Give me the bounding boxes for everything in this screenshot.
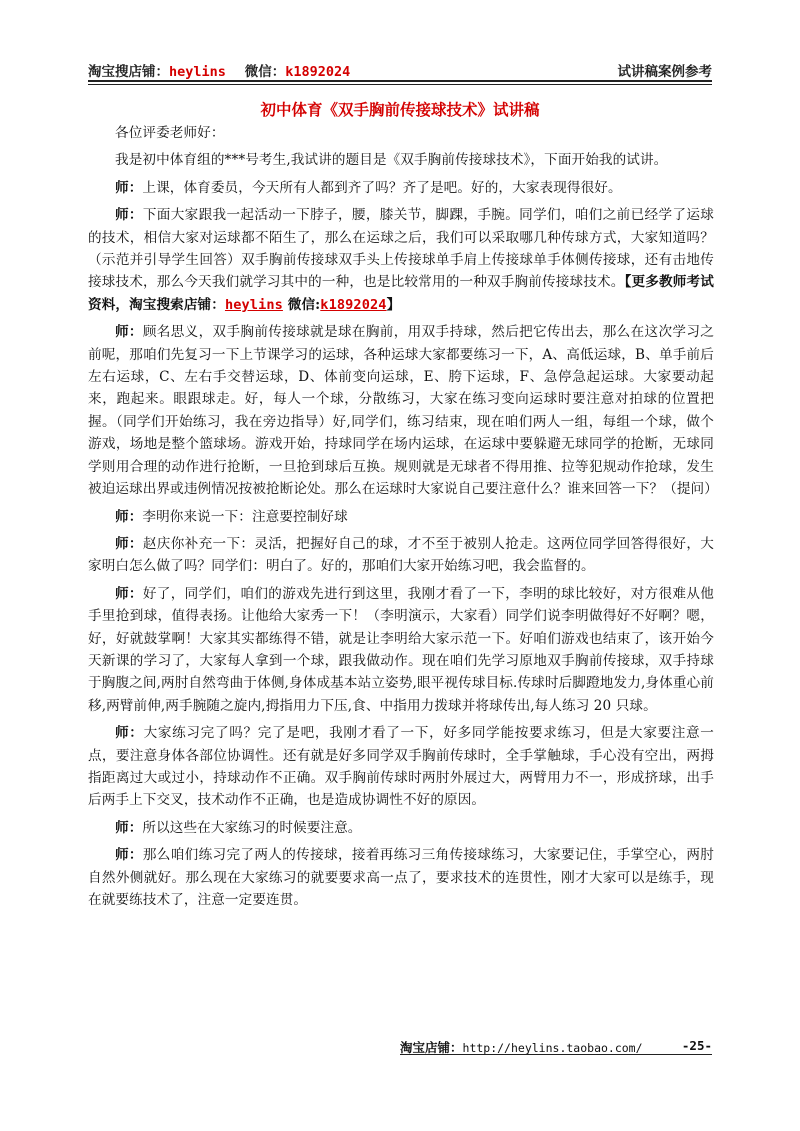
promo-suffix: 】 <box>386 296 401 313</box>
promo-shop-link[interactable]: heylins <box>224 296 283 313</box>
paragraph-text: 大家练习完了吗？完了是吧，我刚才看了一下，好多同学能按要求练习，但是大家要注意一点，要注意身体各部位协调性。还有就是好多同学双手胸前传球时，全手掌触球，手心没有空出，两拇指距离过大或过小，持球动作不正确。双手胸前传球时两肘外展过大，两臂用力不一，形成挤球，出手后两手上下交叉，技术动作不正确，也是造成协调性不好的原因。 <box>88 725 715 809</box>
document-body <box>88 122 718 916</box>
paragraph <box>88 122 714 144</box>
header-left <box>88 60 350 80</box>
footer-shop-label: 淘宝店铺： <box>400 1040 463 1055</box>
paragraph-text: 那么咱们练习完了两人的传接球，接着再练习三角传接球练习，大家要记住，手掌空心，两肘自然外侧就好。那么现在大家练习的就要要求高一点了，要求技术的连贯性，刚才大家可以是练手，现在就要练技术了，注意一定要连贯。 <box>88 847 714 908</box>
paragraph <box>88 321 718 500</box>
paragraph <box>88 204 714 316</box>
header-shop-name: heylins <box>169 64 226 80</box>
header-shop-label: 淘宝搜店铺： <box>88 64 169 80</box>
speaker-label: 师： <box>115 508 143 525</box>
speaker-label: 师： <box>115 847 143 864</box>
header-right-title: 试讲稿案例参考 <box>617 64 712 80</box>
paragraph <box>88 533 714 578</box>
promo-prefix: 【更多教师考试资料，淘宝搜索店铺： <box>88 274 714 313</box>
footer-shop-url[interactable]: http://heylins.taobao.com/ <box>462 1041 643 1055</box>
header-wechat-label: 微信： <box>244 64 286 80</box>
header-divider <box>88 80 712 85</box>
paragraph <box>88 149 714 171</box>
paragraph-text: 赵庆你补充一下：灵活，把握好自己的球，才不至于被别人抢走。这两位同学回答得很好，大家明白怎么做了吗？同学们：明白了。好的，那咱们大家开始练习吧，我会监督的。 <box>88 535 714 575</box>
paragraph-text: 上课，体育委员，今天所有人都到齐了吗？齐了是吧。好的，大家表现得很好。 <box>142 179 622 196</box>
paragraph <box>88 844 714 911</box>
speaker-label: 师： <box>115 179 143 196</box>
paragraph-text: 所以这些在大家练习的时候要注意。 <box>142 819 362 836</box>
speaker-label: 师： <box>115 207 143 224</box>
header-wechat-id: k1892024 <box>285 64 351 80</box>
speaker-label: 师： <box>115 819 143 836</box>
speaker-label: 师： <box>115 585 143 602</box>
promo-wechat-label: 微信: <box>282 296 321 313</box>
page-header <box>88 58 712 80</box>
speaker-label: 师： <box>115 535 143 552</box>
paragraph <box>88 583 714 717</box>
paragraph-text: 好了，同学们，咱们的游戏先进行到这里，我刚才看了一下，李明的球比较好，对方很难从他手里抢到球，值得表扬。让他给大家秀一下！（李明演示，大家看）同学们说李明做得好不好啊？嗯，好，好就鼓掌啊！大家其实都练得不错，就是让李明给大家示范一下。好咱们游戏也结束了，该开始今天新课的学习了，大家每人拿到一个球，跟我做动作。现在咱们先学习原地双手胸前传接球，双手持球于胸腹之间,两肘自然弯曲于体侧,身体成基本站立姿势,眼平视传球目标.传球时后脚蹬地发力,身体重心前移,两臂前伸,两手腕随之旋内,拇指用力下压,食、中指用力拨球并将球传出,每人练习 20 只球。 <box>88 585 714 714</box>
promo-wechat-link[interactable]: k1892024 <box>320 296 387 313</box>
paragraph <box>88 506 714 528</box>
page-number: -25- <box>681 1038 712 1053</box>
paragraph-text: 各位评委老师好： <box>115 125 225 141</box>
paragraph <box>88 817 714 839</box>
speaker-label: 师： <box>115 725 144 742</box>
paragraph-text: 顾名思义，双手胸前传接球就是球在胸前，用双手持球，然后把它传出去，那么在这次学习之前呢，那咱们先复习一下上节课学习的运球，各种运球大家都要练习一下，A、高低运球，B、单手前后左右运球，C、左右手交替运球，D、体前变向运球，E、胯下运球，F、急停急起运球。大家要动起来，跑起来。眼跟球走。好，每人一个球，分散练习，大家在练习变向运球时要注意对拍球的位置把握。（同学们开始练习，我在旁边指导）好,同学们，练习结束，现在咱们两人一组，每组一个球，做个游戏，场地是整个篮球场。游戏开始，持球同学在场内运球，在运球中要躲避无球同学的抢断，无球同学则用合理的动作进行抢断，一旦抢到球后互换。规则就是无球者不得用推、拉等犯规动作抢球，发生被迫运球出界或违例情况按被抢断论处。那么在运球时大家说自己要注意什么？谁来回答一下？（提问） <box>88 324 718 498</box>
paragraph-text: 下面大家跟我一起活动一下脖子，腰，膝关节，脚踝，手腕。同学们，咱们之前已经学了运球的技术，相信大家对运球都不陌生了，那么在运球之后，我们可以采取哪几种传球方式，大家知道吗？（示范并引导学生回答）双手胸前传接球双手头上传接球单手肩上传接球单手体侧传接球，还有击地传接球技术，那么今天我们就学习其中的一种，也是比较常用的一种双手胸前传接球技术。 <box>88 207 714 291</box>
paragraph-text: 我是初中体育组的***号考生,我试讲的题目是《双手胸前传接球技术》，下面开始我的试讲。 <box>115 152 668 169</box>
paragraph <box>88 177 714 199</box>
speaker-label: 师： <box>115 324 143 341</box>
paragraph <box>88 722 714 812</box>
document-title: 初中体育《双手胸前传接球技术》试讲稿 <box>260 100 540 119</box>
paragraph-text: 李明你来说一下：注意要控制好球 <box>142 508 348 525</box>
footer-divider <box>400 1054 712 1055</box>
